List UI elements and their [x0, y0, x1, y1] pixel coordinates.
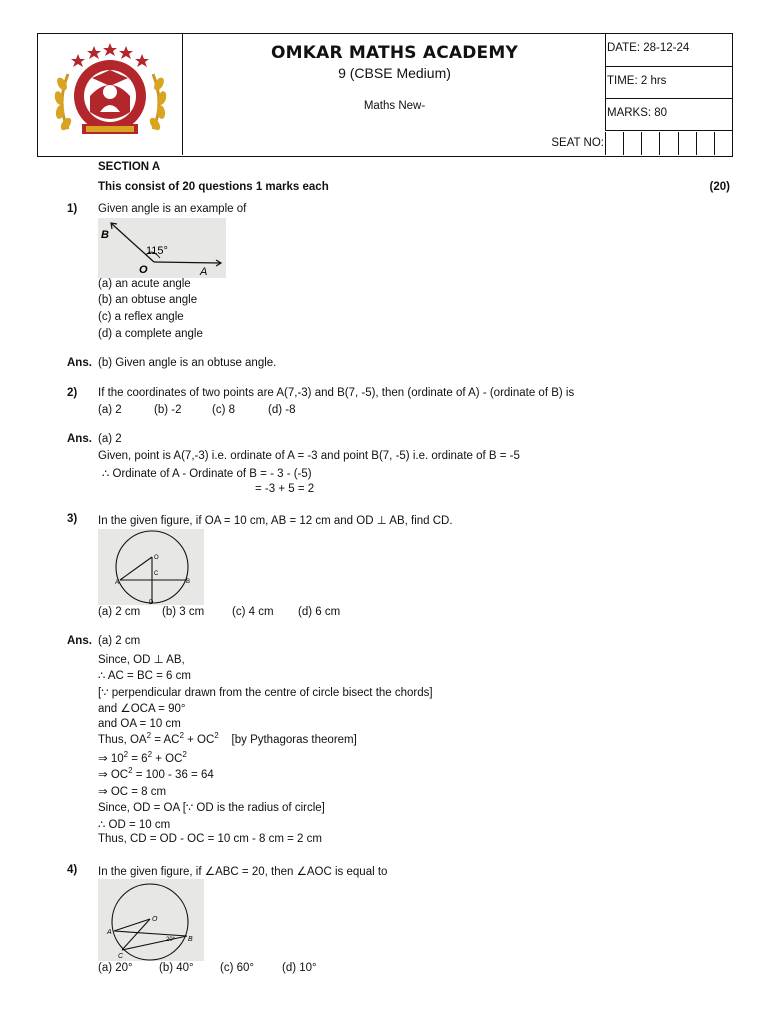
question-text: If the coordinates of two points are A(7,-3) and B(7, -5), then (ordinate of A) - (ordinate of B) is: [98, 387, 575, 399]
answer-label: Ans.: [67, 635, 92, 647]
label-c: C: [154, 571, 159, 577]
seat-box: [642, 132, 660, 155]
date-field: DATE: 28-12-24: [606, 34, 732, 67]
seat-number-boxes: [605, 132, 732, 155]
option: (d) a complete angle: [98, 328, 203, 340]
option: (a) 2 cm: [98, 606, 141, 618]
answer-line: (a) 2 cm: [98, 635, 141, 647]
answer-line: Given, point is A(7,-3) i.e. ordinate of A = -3 and point B(7, -5) i.e. ordinate of B = -5: [98, 450, 520, 462]
time-field: TIME: 2 hrs: [606, 67, 732, 99]
option: (d) 10°: [282, 962, 317, 974]
answer-line: [∵ perpendicular drawn from the centre of circle bisect the chords]: [98, 687, 433, 699]
label-b: B: [188, 936, 193, 943]
question-number: 3): [67, 513, 78, 525]
option: (d) -8: [268, 404, 296, 416]
answer-label: Ans.: [67, 433, 92, 445]
step-line: ⇒ $OC^2 = 100 - 36 = 64$: [98, 766, 214, 781]
info-column: [605, 34, 732, 131]
seat-box: [624, 132, 642, 155]
option: (d) 6 cm: [298, 606, 341, 618]
answer-line: and ∠OCA = 90°: [98, 703, 186, 715]
label-c: C: [118, 953, 124, 960]
seat-box: [679, 132, 697, 155]
section-marks: (20): [709, 181, 730, 193]
pythagoras-line: Thus, $OA^2 = AC^2 + OC^2$ [by Pythagoras theorem]: [98, 731, 357, 746]
label-o: O: [152, 916, 158, 923]
circle-angle-figure: [98, 879, 204, 961]
question-text: Given angle is an example of: [98, 203, 247, 215]
answer-line: ∴ Ordinate of A - Ordinate of B = - 3 - (-5): [102, 468, 312, 480]
answer-line: = -3 + 5 = 2: [255, 483, 315, 495]
label-b: B: [101, 229, 109, 241]
label-d: D: [149, 600, 154, 605]
answer-line: and OA = 10 cm: [98, 718, 181, 730]
answer-line: ∴ AC = BC = 6 cm: [98, 670, 191, 682]
question-number: 2): [67, 387, 78, 399]
label-a: A: [107, 929, 112, 936]
option: (b) -2: [154, 404, 182, 416]
question-text: In the given figure, if ∠ABC = 20, then ∠AOC is equal to: [98, 866, 388, 878]
option: (b) an obtuse angle: [98, 294, 198, 306]
label-b: B: [186, 579, 191, 585]
step-line: ⇒ $10^2 = 6^2 + OC^2$: [98, 750, 187, 765]
angle-figure: [98, 218, 226, 278]
answer-line: (a) 2: [98, 433, 122, 445]
marks-field: MARKS: 80: [606, 99, 732, 131]
option: (b) 40°: [159, 962, 194, 974]
label-angle: 115°: [146, 245, 168, 257]
label-a: A: [115, 580, 120, 586]
option: (c) 4 cm: [232, 606, 274, 618]
seat-number-row: [183, 132, 732, 155]
options-row: [98, 962, 317, 974]
label-o: O: [139, 264, 148, 276]
seat-box: [715, 132, 732, 155]
academy-name: OMKAR MATHS ACADEMY: [271, 43, 518, 63]
label-angle: 20°: [166, 937, 176, 943]
logo-cell: [38, 34, 183, 155]
option: (a) 20°: [98, 962, 133, 974]
answer-line: Since, OD = OA [∵ OD is the radius of circle]: [98, 802, 325, 814]
option: (c) 60°: [220, 962, 254, 974]
header-table: [37, 33, 733, 157]
option: (b) 3 cm: [162, 606, 205, 618]
question-text: In the given figure, if OA = 10 cm, AB = 12 cm and OD ⊥ AB, find CD.: [98, 515, 453, 527]
paper-name: Maths New-: [363, 100, 426, 112]
section-title: SECTION A: [98, 161, 161, 173]
question-number: 4): [67, 864, 78, 876]
answer-label: Ans.: [67, 357, 92, 369]
title-cell: [183, 34, 606, 132]
question-number: 1): [67, 203, 78, 215]
class-name: 9 (CBSE Medium): [338, 65, 451, 81]
seat-box: [697, 132, 715, 155]
option: (c) a reflex angle: [98, 311, 184, 323]
options-row: [98, 404, 295, 416]
option: (a) an acute angle: [98, 278, 191, 290]
option: (a) 2: [98, 404, 122, 416]
answer-line: ⇒ OC = 8 cm: [98, 786, 167, 798]
label-o: O: [154, 555, 159, 561]
seat-label: SEAT NO:: [551, 137, 604, 149]
answer-line: Thus, CD = OD - OC = 10 cm - 8 cm = 2 cm: [98, 833, 322, 845]
options-row: [98, 606, 340, 618]
academy-logo: [38, 34, 183, 155]
circle-chord-figure: [98, 529, 204, 605]
answer-line: ∴ OD = 10 cm: [98, 819, 171, 831]
section-subtitle: This consist of 20 questions 1 marks each: [98, 181, 329, 193]
option: (c) 8: [212, 404, 235, 416]
seat-box: [606, 132, 624, 155]
answer-text: (b) Given angle is an obtuse angle.: [98, 357, 277, 369]
seat-box: [660, 132, 678, 155]
label-a: A: [200, 266, 208, 278]
answer-line: Since, OD ⊥ AB,: [98, 654, 185, 666]
